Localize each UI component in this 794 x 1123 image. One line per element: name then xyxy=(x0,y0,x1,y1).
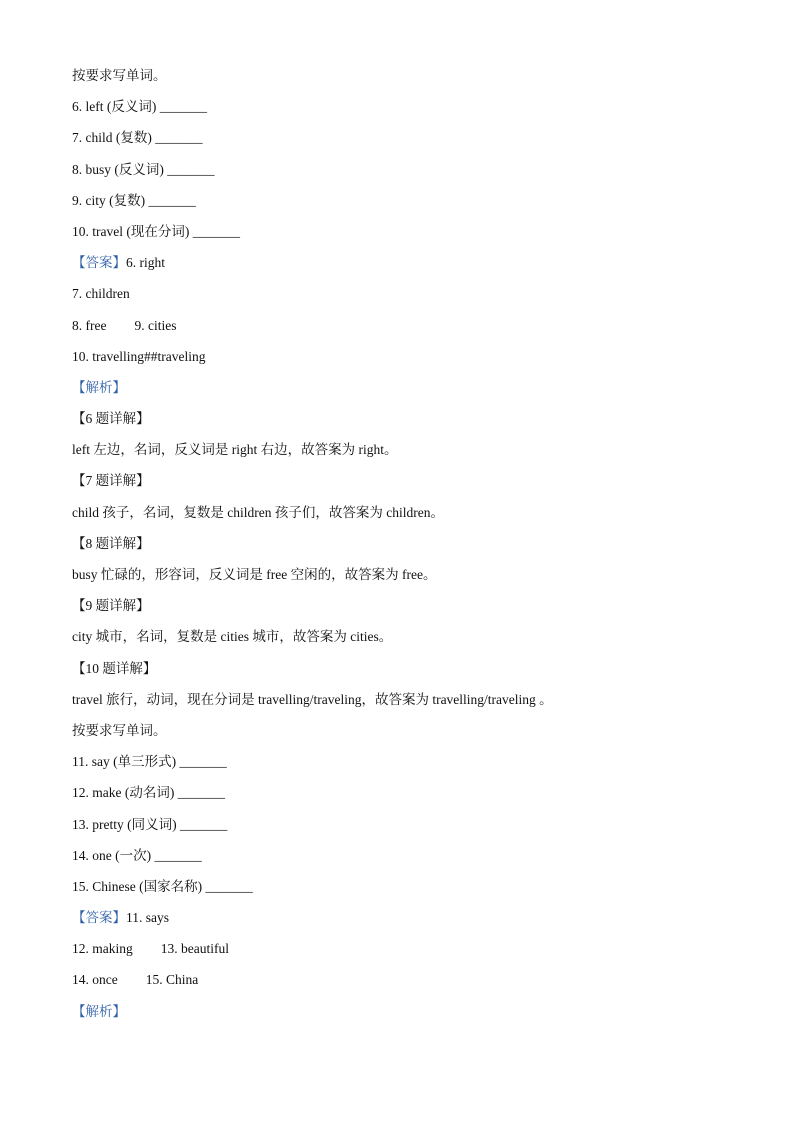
analysis-tag-2: 【解析】 xyxy=(72,1003,126,1019)
answer-14: 14. once xyxy=(72,972,118,988)
answer-12: 12. making xyxy=(72,941,133,957)
question-6: 6. left (反义词) _______ xyxy=(72,99,207,115)
answer-9: 9. cities xyxy=(134,317,177,333)
detail-10-text: travel 旅行，动词，现在分词是 travelling/traveling，故答案为 travelling/traveling 。 xyxy=(72,691,553,707)
answer-13: 13. beautiful xyxy=(160,941,229,957)
answer-line-8-9 xyxy=(72,316,752,347)
document-page xyxy=(72,66,752,1033)
answer-line-2 xyxy=(72,908,752,939)
answer-7: 7. children xyxy=(72,286,130,302)
answer-6: 6. right xyxy=(126,255,165,271)
question-15: 15. Chinese (国家名称) _______ xyxy=(72,878,253,894)
question-12: 12. make (动名词) _______ xyxy=(72,785,225,801)
analysis-tag: 【解析】 xyxy=(72,379,126,395)
detail-7-text: child 孩子，名词，复数是 children 孩子们，故答案为 children。 xyxy=(72,504,444,520)
question-8: 8. busy (反义词) _______ xyxy=(72,161,215,177)
instruction-2: 按要求写单词。 xyxy=(72,722,167,738)
answer-line-12-13 xyxy=(72,939,752,970)
detail-7-heading: 【7 题详解】 xyxy=(72,473,150,489)
detail-10-heading: 【10 题详解】 xyxy=(72,660,157,676)
detail-8-heading: 【8 题详解】 xyxy=(72,535,150,551)
answer-line xyxy=(72,253,752,284)
question-10: 10. travel (现在分词) _______ xyxy=(72,223,240,239)
answer-15: 15. China xyxy=(145,972,199,988)
question-9: 9. city (复数) _______ xyxy=(72,192,196,208)
answer-tag: 【答案】 xyxy=(72,255,126,271)
detail-9-heading: 【9 题详解】 xyxy=(72,598,150,614)
answer-8: 8. free xyxy=(72,317,107,333)
detail-8-text: busy 忙碌的，形容词，反义词是 free 空闲的，故答案为 free。 xyxy=(72,567,437,582)
detail-6-text: left 左边，名词，反义词是 right 右边，故答案为 right。 xyxy=(72,442,398,458)
instruction: 按要求写单词。 xyxy=(72,68,167,83)
detail-9-text: city 城市，名词，复数是 cities 城市，故答案为 cities。 xyxy=(72,629,393,645)
detail-6-heading: 【6 题详解】 xyxy=(72,411,150,427)
answer-11: 11. says xyxy=(126,910,169,926)
answer-tag-2: 【答案】 xyxy=(72,910,126,926)
answer-10: 10. travelling##traveling xyxy=(72,348,206,364)
answer-line-14-15 xyxy=(72,970,752,1001)
question-13: 13. pretty (同义词) _______ xyxy=(72,816,228,832)
question-14: 14. one (一次) _______ xyxy=(72,847,202,863)
question-11: 11. say (单三形式) _______ xyxy=(72,754,227,770)
question-7: 7. child (复数) _______ xyxy=(72,130,203,146)
